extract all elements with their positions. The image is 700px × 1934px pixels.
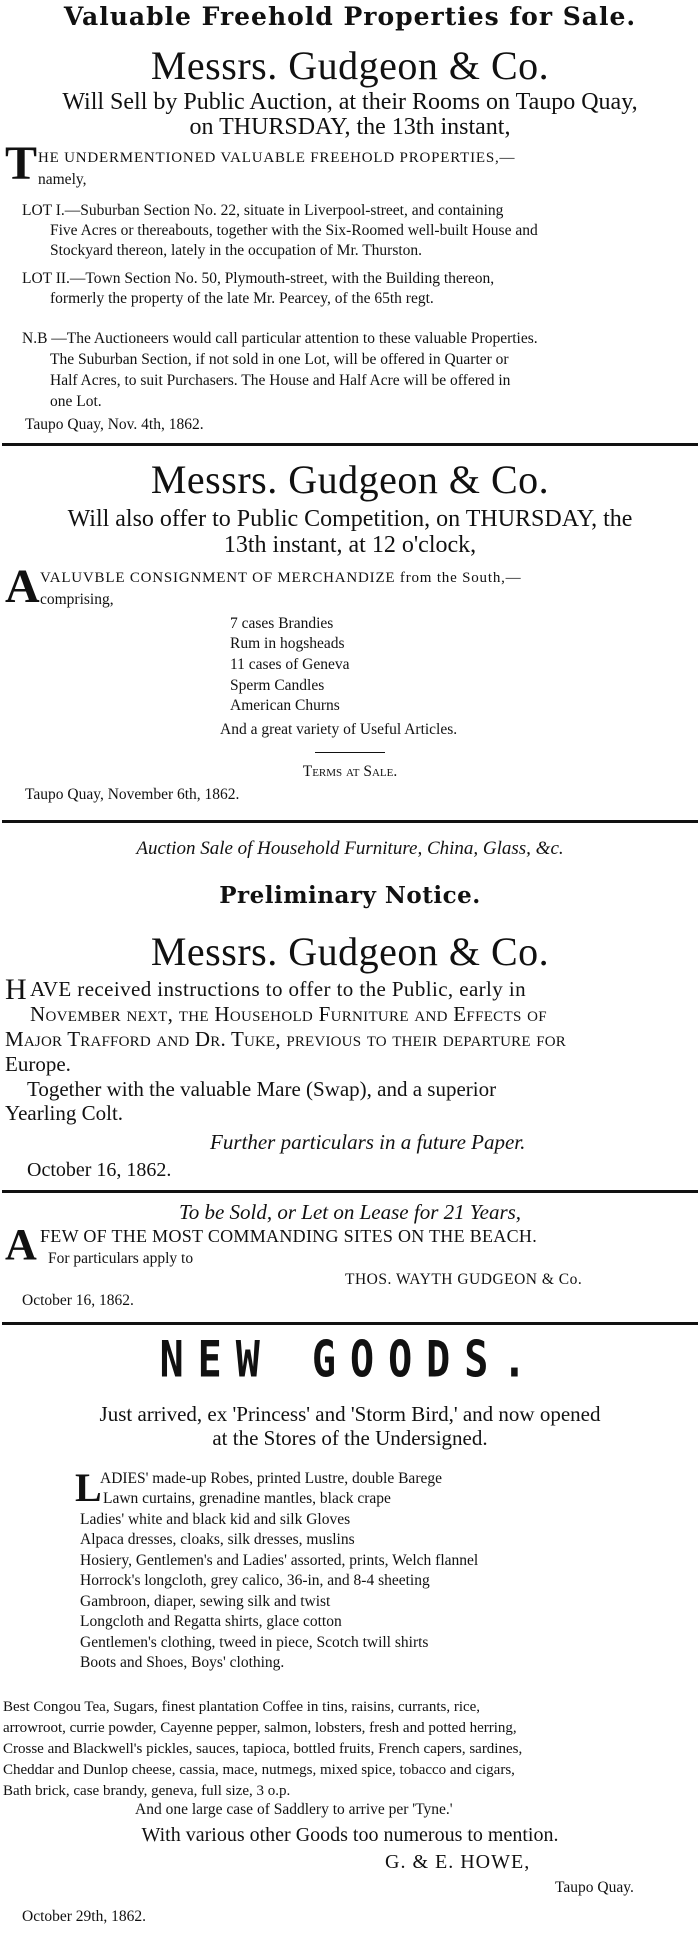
ad1-dateline: Taupo Quay, Nov. 4th, 1862. bbox=[25, 416, 204, 433]
ad5-grocery-line: Best Congou Tea, Sugars, finest plantation Coffee in tins, raisins, currants, rice, bbox=[3, 1699, 481, 1715]
ad2-item: Rum in hogsheads bbox=[230, 635, 345, 652]
ad5-list-item: Alpaca dresses, cloaks, silk dresses, muslins bbox=[80, 1531, 355, 1548]
ad2-item: American Churns bbox=[230, 697, 340, 714]
ad1-caps-line: HE UNDERMENTIONED VALUABLE FREEHOLD PROPERTIES,— bbox=[38, 150, 516, 166]
ad3-body-2: November next, the Household Furniture and Effects of bbox=[30, 1002, 547, 1026]
ad5-dateline: October 29th, 1862. bbox=[22, 1908, 146, 1925]
ad1-lot2-b: formerly the property of the late Mr. Pearcey, of the 65th regt. bbox=[50, 290, 434, 307]
divider bbox=[2, 443, 698, 446]
ad1-firm: Messrs. Gudgeon & Co. bbox=[150, 43, 550, 88]
ad2-comprising: comprising, bbox=[40, 591, 114, 608]
ad5-list-item: Gambroon, diaper, sewing silk and twist bbox=[80, 1593, 331, 1610]
ad5-various: With various other Goods too numerous to mention. bbox=[141, 1824, 559, 1846]
ad5-grocery-line: Cheddar and Dunlop cheese, cassia, mace, nutmegs, mixed spice, tobacco and cigars, bbox=[3, 1762, 515, 1778]
ad2-dateline: Taupo Quay, November 6th, 1862. bbox=[25, 786, 240, 803]
ad5-intro-2: at the Stores of the Undersigned. bbox=[212, 1426, 488, 1450]
ad1-banner: Valuable Freehold Properties for Sale. bbox=[63, 2, 637, 31]
ad1-lot1-c: Stockyard thereon, lately in the occupation of Mr. Thurston. bbox=[50, 242, 423, 259]
ad3-dropcap: H bbox=[5, 973, 27, 1006]
divider bbox=[2, 1190, 698, 1193]
ad3-body-4: Europe. bbox=[5, 1052, 71, 1076]
ad3-further: Further particulars in a future Paper. bbox=[210, 1130, 526, 1154]
ad5-list-item: Gentlemen's clothing, tweed in piece, Scotch twill shirts bbox=[80, 1634, 429, 1651]
ad1-intro-2: on THURSDAY, the 13th instant, bbox=[189, 114, 511, 140]
ad1-nb-d: one Lot. bbox=[50, 393, 102, 410]
divider bbox=[2, 820, 698, 823]
ad5-place: Taupo Quay. bbox=[555, 1879, 634, 1896]
ad3-dateline: October 16, 1862. bbox=[27, 1159, 172, 1181]
ad5-list-item: Boots and Shoes, Boys' clothing. bbox=[80, 1654, 285, 1671]
ad5-list-item: Lawn curtains, grenadine mantles, black crape bbox=[103, 1490, 391, 1507]
short-rule bbox=[315, 752, 385, 753]
ad4-caps-line: FEW OF THE MOST COMMANDING SITES ON THE BEACH. bbox=[40, 1226, 538, 1246]
ad1-dropcap: T bbox=[5, 137, 38, 190]
ad5-list-item: Horrock's longcloth, grey calico, 36-in, and 8-4 sheeting bbox=[80, 1572, 430, 1589]
ad1-namely: namely, bbox=[38, 171, 87, 188]
ad5-list-item: ADIES' made-up Robes, printed Lustre, double Barege bbox=[100, 1470, 442, 1487]
ad1-lot1-b: Five Acres or thereabouts, together with the Six-Roomed well-built House and bbox=[50, 222, 538, 239]
ad2-caps-line: VALUVBLE CONSIGNMENT OF MERCHANDIZE from the South,— bbox=[40, 570, 522, 586]
ad5-signer: G. & E. HOWE, bbox=[385, 1851, 531, 1873]
ad4-apply: For particulars apply to bbox=[48, 1250, 194, 1267]
ad2-intro-2: 13th instant, at 12 o'clock, bbox=[223, 532, 477, 558]
ad4-dropcap: A bbox=[5, 1220, 37, 1269]
ad3-heading: Auction Sale of Household Furniture, China, Glass, &c. bbox=[136, 838, 564, 859]
ad2-firm: Messrs. Gudgeon & Co. bbox=[150, 457, 550, 502]
divider bbox=[2, 1322, 698, 1325]
ad4-dateline: October 16, 1862. bbox=[22, 1292, 134, 1309]
ad4-signer: THOS. WAYTH GUDGEON & Co. bbox=[345, 1271, 583, 1288]
ad5-list-item: Hosiery, Gentlemen's and Ladies' assorted, prints, Welch flannel bbox=[80, 1552, 479, 1569]
ad5-list-item: Ladies' white and black kid and silk Gloves bbox=[80, 1511, 351, 1528]
ad5-saddlery: And one large case of Saddlery to arrive per 'Tyne.' bbox=[135, 1801, 453, 1818]
ad1-lot1-a: LOT I.—Suburban Section No. 22, situate in Liverpool-street, and containing bbox=[22, 202, 504, 219]
ad2-item: 11 cases of Geneva bbox=[230, 656, 350, 673]
ad3-body-5: Together with the valuable Mare (Swap), and a superior bbox=[27, 1077, 497, 1101]
ad2-terms: Terms at Sale. bbox=[302, 763, 398, 780]
ad2-intro-1: Will also offer to Public Competition, on THURSDAY, the bbox=[67, 506, 633, 532]
ad1-intro-1: Will Sell by Public Auction, at their Rooms on Taupo Quay, bbox=[62, 89, 638, 115]
ad5-banner: NEW GOODS. bbox=[159, 1331, 541, 1389]
ad3-notice: Preliminary Notice. bbox=[219, 882, 481, 909]
ad3-firm: Messrs. Gudgeon & Co. bbox=[150, 929, 550, 974]
ad1-nb-c: Half Acres, to suit Purchasers. The House and Half Acre will be offered in bbox=[50, 372, 511, 389]
ad2-dropcap: A bbox=[5, 560, 40, 613]
ad5-grocery-line: Crosse and Blackwell's pickles, sauces, tapioca, bottled fruits, French capers, sardines, bbox=[3, 1741, 523, 1757]
ad1-nb-b: The Suburban Section, if not sold in one Lot, will be offered in Quarter or bbox=[50, 351, 509, 368]
ad3-body-1: AVE received instructions to offer to the Public, early in bbox=[30, 977, 526, 1001]
ad1-nb-a: N.B —The Auctioneers would call particular attention to these valuable Properties. bbox=[22, 330, 538, 347]
ad2-item: Sperm Candles bbox=[230, 677, 325, 694]
ad3-body-6: Yearling Colt. bbox=[5, 1101, 124, 1125]
ad1-lot2-a: LOT II.—Town Section No. 50, Plymouth-street, with the Building thereon, bbox=[22, 270, 495, 287]
ad5-list-item: Longcloth and Regatta shirts, glace cotton bbox=[80, 1613, 342, 1630]
ad3-body-3: Major Trafford and Dr. Tuke, previous to their departure for bbox=[5, 1027, 566, 1051]
ad4-heading: To be Sold, or Let on Lease for 21 Years, bbox=[178, 1200, 522, 1224]
ad2-item: 7 cases Brandies bbox=[230, 615, 334, 632]
ad5-intro-1: Just arrived, ex 'Princess' and 'Storm Bird,' and now opened bbox=[99, 1402, 601, 1426]
ad5-grocery-line: arrowroot, currie powder, Cayenne pepper, salmon, lobsters, fresh and potted herring, bbox=[3, 1720, 517, 1736]
ad5-grocery-line: Bath brick, case brandy, geneva, full size, 3 o.p. bbox=[3, 1783, 291, 1799]
ad2-variety: And a great variety of Useful Articles. bbox=[220, 721, 458, 738]
ad5-dropcap: L bbox=[75, 1465, 102, 1510]
